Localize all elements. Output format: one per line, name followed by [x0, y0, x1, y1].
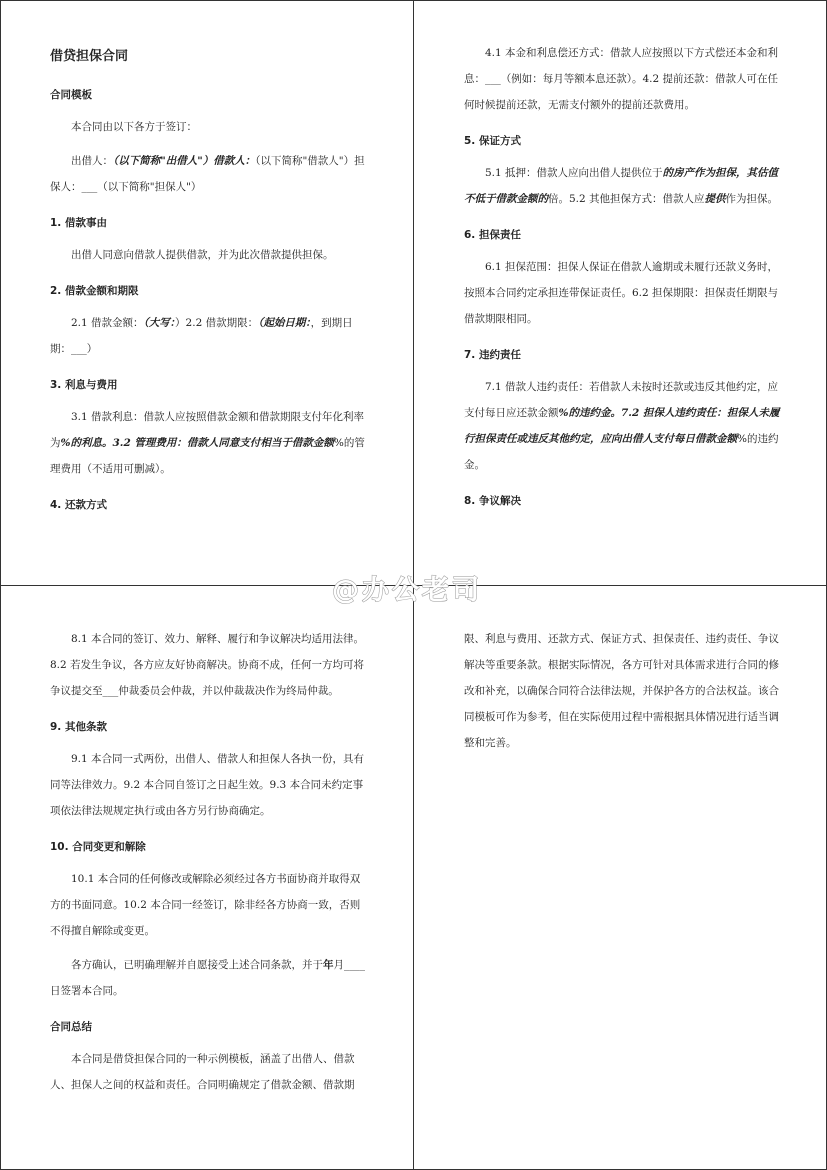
section-7-heading: 7. 违约责任	[464, 349, 521, 361]
intro-paragraph: 本合同由以下各方于签订：	[71, 121, 197, 133]
watermark: @办公老司	[332, 575, 482, 606]
page-top-right	[464, 40, 782, 520]
section-7-text	[464, 374, 782, 478]
lender-alias: （以下简称"出借人"）借款人：	[113, 155, 256, 167]
guarantor-default-text: %的违约金。7.2 担保人违约责任：担保人未履行担保责任或违反其他约定，应向出借人支付每日借款金额	[464, 407, 780, 445]
document-title: 借贷担保合同	[50, 49, 129, 64]
section-10-heading: 10. 合同变更和解除	[50, 841, 146, 853]
section-1-heading: 1. 借款事由	[50, 217, 107, 229]
borrower-default-text: 7.1 借款人违约责任：若借款人未按时还款或违反其他约定，应支付每日应还款金额	[464, 381, 779, 419]
section-5-text	[464, 160, 782, 212]
summary-heading: 合同总结	[50, 1021, 92, 1033]
section-9-heading: 9. 其他条款	[50, 721, 107, 733]
section-1-text: 出借人同意向借款人提供借款，并为此次借款提供担保。	[71, 249, 334, 261]
borrower-guarantor: （以下简称"借款人"）担保人：___（以下简称"担保人"）	[50, 155, 365, 193]
page-bottom-right	[464, 626, 782, 756]
section-8-heading: 8. 争议解决	[464, 495, 521, 507]
loan-term-label: ）2.2 借款期限：	[175, 317, 259, 329]
month-day-text: 月____日签署本合同。	[50, 959, 365, 997]
other-guarantee-text: 倍。5.2 其他担保方式：借款人应	[548, 193, 705, 205]
section-4-text: 4.1 本金和利息偿还方式：借款人应按照以下方式偿还本金和利息：___（例如：每月等额本息还款）。4.2 提前还款：借款人可在任何时候提前还款，无需支付额外的提前还款费用。	[464, 47, 779, 111]
confirmation-paragraph	[50, 952, 368, 1004]
section-5-heading: 5. 保证方式	[464, 135, 521, 147]
start-date-label: （起始日期：	[258, 317, 311, 329]
section-9-text: 9.1 本合同一式两份，出借人、借款人和担保人各执一份，具有同等法律效力。9.2 本合同自签订之日起生效。9.3 本合同未约定事项依法律法规规定执行或由各方另行协商确定。	[50, 753, 365, 817]
property-valuation: 的房产作为担保，其估值不低于借款金额的	[464, 167, 779, 205]
as-guarantee-text: 作为担保。	[725, 193, 779, 205]
section-8-text: 8.1 本合同的签订、效力、解释、履行和争议解决均适用法律。8.2 若发生争议，各方应友好协商解决。协商不成，任何一方均可将争议提交至___仲裁委员会仲裁，并以仲裁裁决作为终局仲裁。	[50, 633, 365, 697]
amount-uppercase: （大写：	[143, 317, 176, 329]
mortgage-text: 5.1 抵押：借款人应向出借人提供位于	[485, 167, 663, 179]
page-top-left	[50, 44, 368, 524]
section-3-heading: 3. 利息与费用	[50, 379, 118, 391]
year-label: 年	[323, 959, 334, 971]
loan-amount-label: 2.1 借款金额：	[71, 317, 144, 329]
section-2-text	[50, 310, 368, 362]
confirmation-text: 各方确认，已明确理解并自愿接受上述合同条款，并于	[71, 959, 323, 971]
summary-continued: 限、利息与费用、还款方式、保证方式、担保责任、违约责任、争议解决等重要条款。根据实际情况，各方可针对具体需求进行合同的修改和补充，以确保合同符合法律法规，并保护各方的合法权益。该合同模板可作为参考，但在实际使用过程中需根据具体情况进行适当调整和完善。	[464, 633, 779, 749]
management-fee-note: %的管理费用（不适用可删减）。	[50, 437, 365, 475]
section-2-heading: 2. 借款金额和期限	[50, 285, 139, 297]
page-bottom-left	[50, 626, 368, 1098]
summary-text: 本合同是借贷担保合同的一种示例模板，涵盖了出借人、借款人、担保人之间的权益和责任。合同明确规定了借款金额、借款期	[50, 1053, 355, 1091]
management-fee-text: %的利息。3.2 管理费用：借款人同意支付相当于借款金额	[60, 437, 334, 449]
end-date-label: ，到期日期：___）	[50, 317, 353, 355]
section-10-text: 10.1 本合同的任何修改或解除必须经过各方书面协商并取得双方的书面同意。10.2 本合同一经签订，除非经各方协商一致，否则不得擅自解除或变更。	[50, 873, 361, 937]
section-6-heading: 6. 担保责任	[464, 229, 521, 241]
lender-label: 出借人：	[71, 155, 113, 167]
parties-paragraph	[50, 148, 368, 200]
section-3-text	[50, 404, 368, 482]
provide-word: 提供	[704, 193, 726, 205]
penalty-text: %的违约金。	[464, 433, 779, 471]
section-6-text: 6.1 担保范围：担保人保证在借款人逾期或未履行还款义务时，按照本合同约定承担连带保证责任。6.2 担保期限：担保责任期限与借款期限相同。	[464, 261, 779, 325]
template-heading: 合同模板	[50, 89, 92, 101]
interest-text: 3.1 借款利息：借款人应按照借款金额和借款期限支付年化利率为	[50, 411, 365, 449]
section-4-heading: 4. 还款方式	[50, 499, 107, 511]
